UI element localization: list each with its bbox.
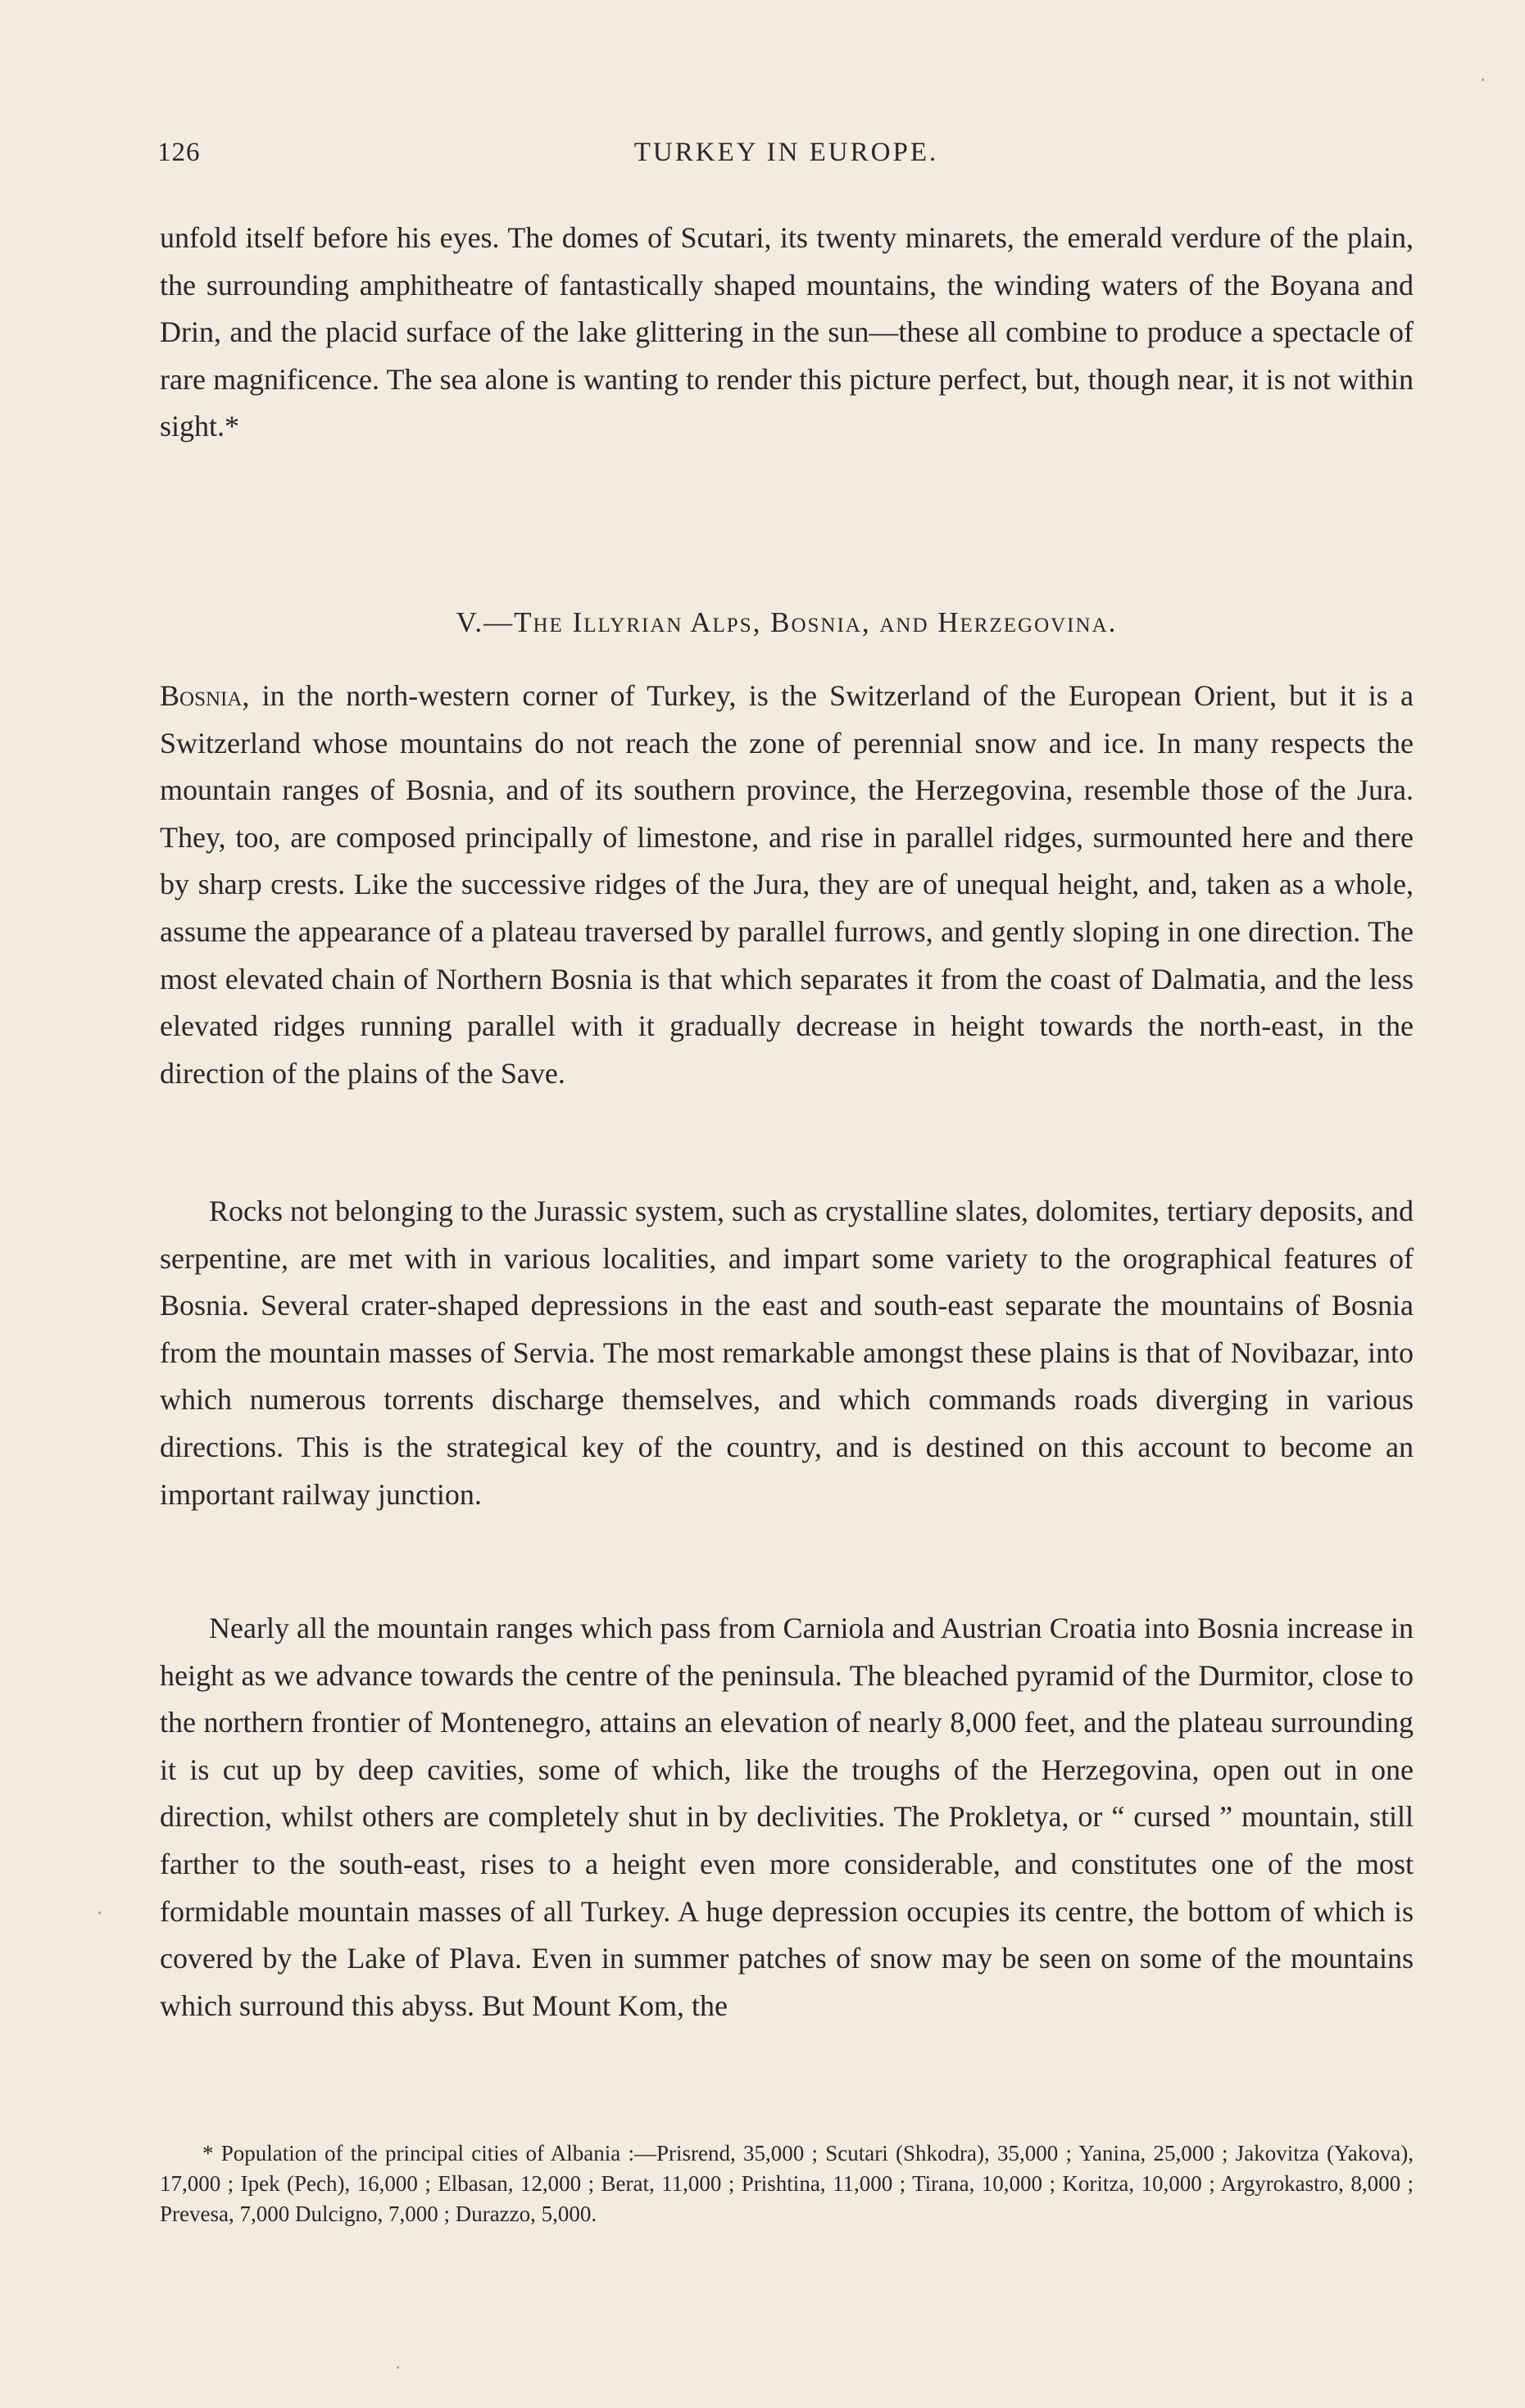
- paragraph-4: Nearly all the mountain ranges which pass from Carniola and Austrian Croatia into Bosnia increase in height as we advance towards the centre of the peninsula. The bleached pyramid of the Durmitor, close to the northern frontier of Montenegro, attains an elevation of nearly 8,000 feet, and the plateau surrounding it is cut up by deep cavities, some of which, like the troughs of the Herzegovina, open out in one direction, whilst others are completely shut in by declivities. The Prokletya, or “ cursed ” mountain, still farther to the south-east, rises to a height even more considerable, and constitutes one of the most formidable mountain masses of all Turkey. A huge depression occupies its centre, the bottom of which is covered by the Lake of Plava. Even in summer patches of snow may be seen on some of the mountains which surround this abyss. But Mount Kom, the: [160, 1612, 1414, 2022]
- paragraph-1: unfold itself before his eyes. The domes of Scutari, its twenty minarets, the emerald verdure of the plain, the surrounding amphitheatre of fantastically shaped mountains, the winding waters of the Boyana and Drin, and the placid surface of the lake glittering in the sun—these all combine to produce a spectacle of rare magnificence. The sea alone is wanting to render this picture perfect, but, though near, it is not within sight.*: [160, 221, 1414, 443]
- section-heading: V.—The Illyrian Alps, Bosnia, and Herzegovina.: [456, 606, 1118, 638]
- page-number: 126: [157, 138, 201, 167]
- paragraph-2: [160, 673, 1414, 1097]
- running-head: [157, 138, 1415, 179]
- paragraph-2-lead-word: Bosnia,: [160, 679, 250, 712]
- running-title: TURKEY IN EUROPE.: [633, 138, 939, 167]
- paragraph-3: Rocks not belonging to the Jurassic system, such as crystalline slates, dolomites, tertiary deposits, and serpentine, are met with in various localities, and impart some variety to the orographical features of Bosnia. Several crater-shaped depressions in the east and south-east separate the mountains of Bosnia from the mountain masses of Servia. The most remarkable amongst these plains is that of Novibazar, into which numerous torrents discharge themselves, and which commands roads diverging in various directions. This is the strategical key of the country, and is destined on this account to become an important railway junction.: [160, 1195, 1414, 1511]
- footnote: * Population of the principal cities of Albania :—Prisrend, 35,000 ; Scutari (Shkodra), 35,000 ; Yanina, 25,000 ; Jakovitza (Yakova), 17,000 ; Ipek (Pech), 16,000 ; Elbasan, 12,000 ; Berat, 11,000 ; Prishtina, 11,000 ; Tirana, 10,000 ; Koritza, 10,000 ; Argyrokastro, 8,000 ; Prevesa, 7,000 Dulcigno, 7,000 ; Durazzo, 5,000.: [160, 2141, 1414, 2226]
- paragraph-2-text: in the north-western corner of Turkey, is the Switzerland of the European Orient, but it is a Switzerland whose mountains do not reach the zone of perennial snow and ice. In many respects the mountain ranges of Bosnia, and of its southern province, the Herzegovina, resemble those of the Jura. They, too, are composed principally of limestone, and rise in parallel ridges, surmounted here and there by sharp crests. Like the successive ridges of the Jura, they are of unequal height, and, taken as a whole, assume the appearance of a plateau traversed by parallel furrows, and gently sloping in one direction. The most elevated chain of Northern Bosnia is that which separates it from the coast of Dalmatia, and the less elevated ridges running parallel with it gradually decrease in height towards the north-east, in the direction of the plains of the Save.: [160, 679, 1414, 1090]
- paper-speck: [1482, 79, 1484, 81]
- paper-speck: [397, 2366, 399, 2369]
- paper-speck: [98, 1911, 101, 1914]
